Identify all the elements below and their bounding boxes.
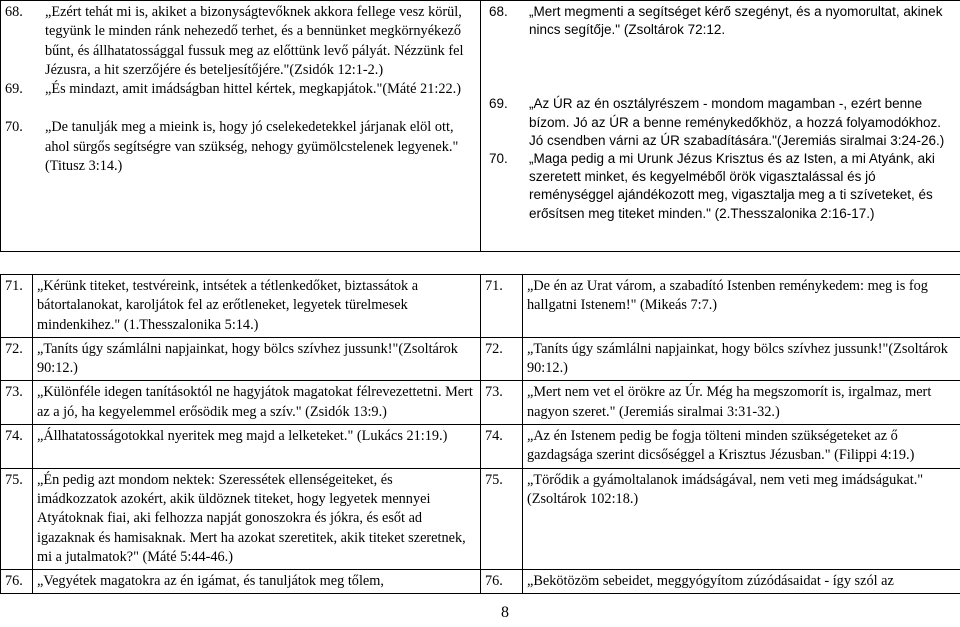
row-number: 75.	[1, 468, 33, 569]
right-verse: „Mert nem vet el örökre az Úr. Még ha megszomorít is, irgalmaz, mert nagyon szeret." (Jeremiás siralmai 3:31-32.)	[523, 381, 960, 425]
left-verse: „Taníts úgy számlálni napjainkat, hogy bölcs szívhez jussunk!"(Zsoltárok 90:12.)	[33, 337, 481, 381]
table-row	[1, 275, 960, 338]
row-number: 74.	[481, 425, 523, 469]
row-number: 75.	[481, 468, 523, 569]
table-row	[1, 425, 960, 469]
entry-70-right: 70. „Maga pedig a mi Urunk Jézus Krisztus és az Isten, a mi Atyánk, aki szeretett minket, és kegyelméből örök vigasztalással és jó reménységgel ajándékozott meg, vigasztalja meg a ti szíveteket, és erősítsen meg titeket minden." (2.Thesszalonika 2:16-17.)	[489, 151, 935, 221]
left-verse: „Különféle idegen tanításoktól ne hagyjátok magatokat félrevezettetni. Mert az a jó, ha kegyelemmel erősödik meg a szív." (Zsidók 13:9.)	[33, 381, 481, 425]
bottom-table	[0, 274, 960, 594]
row-number: 72.	[1, 337, 33, 381]
entry-69-right: 69. „Az ÚR az én osztályrészem - mondom magamban -, ezért benne bízom. Jó az ÚR a benne reménykedőkhöz, a hozzá folyamodókhoz. Jó csendben várni az ÚR szabadítására."(Jeremiás siralmai 3:24-26.)	[489, 96, 945, 148]
entry-70-left: 70. „De tanulják meg a mieink is, hogy jó cselekedetekkel járjanak elöl ott, ahol sürgős segítségre van szükség, nehogy gyümölcstelenek legyenek." (Titusz 3:14.)	[5, 119, 459, 175]
right-verse: „Az én Istenem pedig be fogja tölteni minden szükségeteket az ő gazdagsága szerint dicsőséggel a Krisztus Jézusban." (Filippi 4:19.)	[523, 425, 960, 469]
top-left-cell	[1, 1, 481, 252]
table-row	[1, 337, 960, 381]
page-number: 8	[501, 604, 509, 621]
row-number: 71.	[1, 275, 33, 338]
left-verse: „Állhatatosságotokkal nyeritek meg majd a lelketeket." (Lukács 21:19.)	[33, 425, 481, 469]
table-row	[1, 381, 960, 425]
row-number: 74.	[1, 425, 33, 469]
top-table	[0, 0, 960, 252]
left-verse: „Kérünk titeket, testvéreink, intsétek a tétlenkedőket, biztassátok a bátortalanokat, karoljátok fel az erőtleneket, legyetek türelmesek mindenkihez." (1.Thesszalonika 5:14.)	[33, 275, 481, 338]
row-number: 73.	[1, 381, 33, 425]
row-number: 76.	[1, 570, 33, 594]
right-verse: „De én az Urat várom, a szabadító Istenben reménykedem: meg is fog hallgatni Istenem!" (Mikeás 7:7.)	[523, 275, 960, 338]
row-number: 72.	[481, 337, 523, 381]
right-verse: „Taníts úgy számlálni napjainkat, hogy bölcs szívhez jussunk!"(Zsoltárok 90:12.)	[523, 337, 960, 381]
row-number: 73.	[481, 381, 523, 425]
row-number: 76.	[481, 570, 523, 594]
right-verse: „Bekötözöm sebeidet, meggyógyítom zúzódásaidat - így szól az	[523, 570, 960, 594]
row-number: 71.	[481, 275, 523, 338]
table-row	[1, 468, 960, 569]
table-row	[1, 570, 960, 594]
entry-68-left: 68. „Ezért tehát mi is, akiket a bizonyságtevőknek akkora fellege vesz körül, tegyünk le minden ránk nehezedő terhet, és a bennünket megkörnyékező bűnt, és állhatatossággal fussuk meg az előttünk levő pályát. Nézzünk fel Jézusra, a hit szerzőjére és beteljesítőjére."(Zsidók 12:1-2.)	[5, 4, 464, 78]
entry-69-left: 69. „És mindazt, amit imádságban hittel kértek, megkapjátok."(Máté 21:22.)	[5, 81, 461, 98]
left-verse: „Vegyétek magatokra az én igámat, és tanuljátok meg tőlem,	[33, 570, 481, 594]
right-verse: „Törődik a gyámoltalanok imádságával, nem veti meg imádságukat." (Zsoltárok 102:18.)	[523, 468, 960, 569]
entry-68-right: 68. „Mert megmenti a segítséget kérő szegényt, és a nyomorultat, akinek nincs segítője." (Zsoltárok 72:12.	[489, 4, 943, 38]
top-right-cell	[481, 1, 960, 252]
left-verse: „Én pedig azt mondom nektek: Szeressétek ellenségeiteket, és imádkozzatok azokért, akik üldöznek titeket, hogy legyetek mennyei Atyátoknak fiai, aki felhozza napját gonoszokra és jókra, és esőt ad igazaknak és hamisaknak. Mert ha azokat szeretitek, akik titeket szeretnek, mi a jutalmatok?" (Máté 5:44-46.)	[33, 468, 481, 569]
